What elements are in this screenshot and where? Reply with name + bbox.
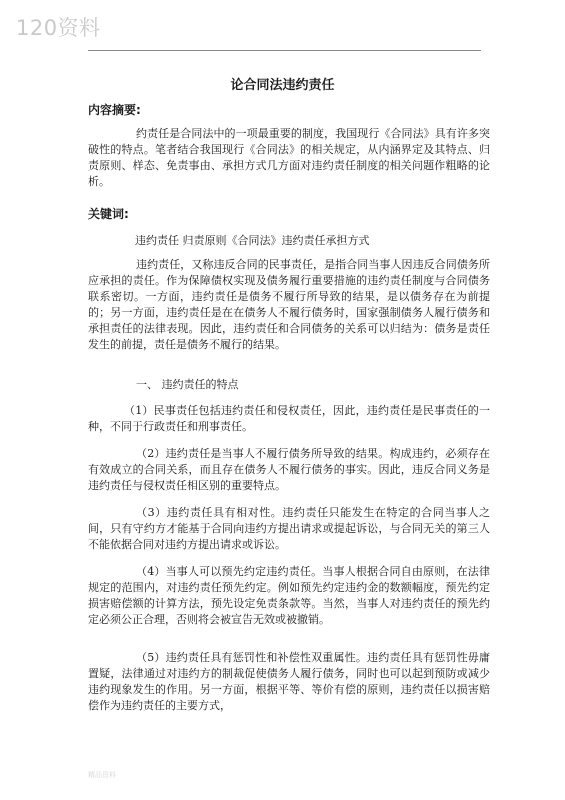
watermark-logo: 120资料 xyxy=(16,16,101,40)
footer-watermark: 精品资料 xyxy=(88,771,116,779)
intro-paragraph: 违约责任，又称违反合同的民事责任，是指合同当事人因违反合同债务所应承担的责任。作为保障债权实现及债务履行重要措施的违约责任制度与合同债务联系密切。一方面，违约责任是债务不履行所导致的结果，是以债务存在为前提的；另一方面，违约责任是在在债务人不履行债务时，国家强制债务人履行债务和承担责任的法律表现。因此，违约责任和合同债务的关系可以归结为：债务是责任发生的前提，责任是债务不履行的结果。 xyxy=(88,258,490,351)
abstract-heading: 内容摘要: xyxy=(88,103,141,117)
list-item: （5）违约责任具有惩罚性和补偿性双重属性。违约责任具有惩罚性毋庸置疑，法律通过对违约方的制裁促使债务人履行债务，同时也可以起到预防或减少违约现象发生的作用。另一方面，根据平等、等价有偿的原则，违约责任以损害赔偿作为违约责任的主要方式， xyxy=(88,651,490,712)
list-item: （2）违约责任是当事人不履行债务所导致的结果。构成违约，必须存在有效成立的合同关系，而且存在债务人不履行债务的事实。因此，违反合同义务是违约责任与侵权责任相区别的重要特点。 xyxy=(88,447,490,492)
header-divider xyxy=(88,50,481,51)
section-heading: 一、 违约责任的特点 xyxy=(136,378,239,391)
list-item: （3）违约责任具有相对性。违约责任只能发生在特定的合同当事人之间，只有守约方才能基于合同向违约方提出请求或提起诉讼，与合同无关的第三人不能依据合同对违约方提出请求或诉讼。 xyxy=(88,506,490,551)
abstract-text: 约责任是合同法中的一项最重要的制度，我国现行《合同法》具有许多突破性的特点。笔者结合我国现行《合同法》的相关规定，从内涵界定及其特点、归责原则、样态、免责事由、承担方式几方面对违约责任制度的相关问题作粗略的论析。 xyxy=(88,127,490,188)
list-item: （4）当事人可以预先约定违约责任。当事人根据合同自由原则，在法律规定的范围内，对违约责任预先约定。例如预先约定违约金的数额幅度，预先约定损害赔偿额的计算方法，预先设定免责条款等。当然，当事人对违约责任的预先约定必须公正合理，否则将会被宣告无效或被撤销。 xyxy=(88,565,490,626)
list-item: （1）民事责任包括违约责任和侵权责任，因此，违约责任是民事责任的一种，不同于行政责任和刑事责任。 xyxy=(88,404,490,433)
keywords-text: 违约责任 归责原则《合同法》违约责任承担方式 xyxy=(135,234,370,247)
keywords-heading: 关键词: xyxy=(88,207,129,221)
page-title: 论合同法违约责任 xyxy=(230,78,335,93)
